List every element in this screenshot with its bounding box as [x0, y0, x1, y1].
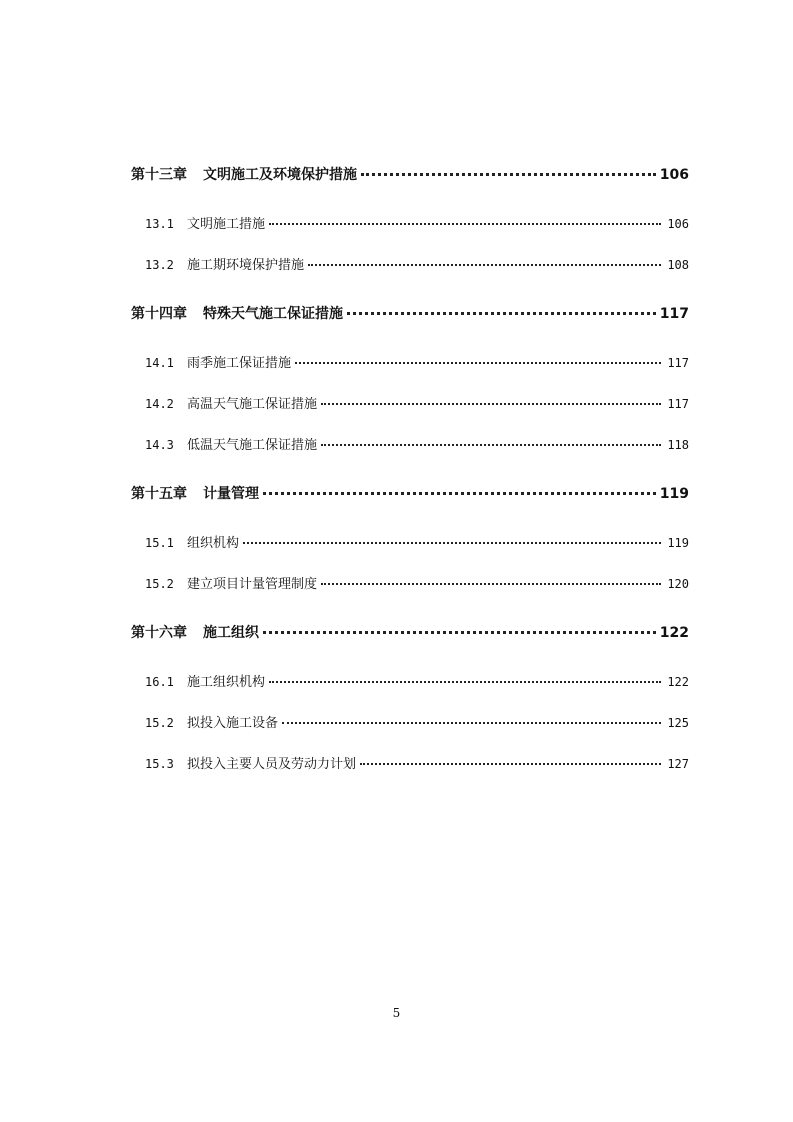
toc-section-13-1[interactable]	[131, 213, 689, 232]
toc-section-15-2-equipment[interactable]	[131, 712, 689, 731]
toc-entry-number: 第十五章	[131, 486, 187, 502]
toc-entry-title: 拟投入主要人员及劳动力计划	[187, 757, 357, 772]
toc-dot-leader	[243, 542, 661, 544]
toc-entry-page: 122	[659, 625, 689, 641]
toc-entry-title: 拟投入施工设备	[187, 716, 279, 731]
toc-entry-title: 计量管理	[203, 486, 259, 502]
toc-entry-number: 13.1	[145, 217, 174, 231]
page-number: 5	[392, 1006, 401, 1020]
toc-dot-leader	[282, 722, 661, 724]
toc-entry-number: 第十四章	[131, 306, 187, 322]
toc-entry-page: 127	[667, 757, 689, 771]
toc-entry-page: 122	[667, 675, 689, 689]
toc-section-15-3[interactable]	[131, 753, 689, 772]
toc-chapter-16[interactable]	[131, 622, 689, 642]
toc-section-15-2[interactable]	[131, 573, 689, 592]
toc-entry-page: 117	[667, 356, 689, 370]
toc-entry-page: 119	[659, 486, 689, 502]
toc-dot-leader	[360, 763, 661, 765]
toc-section-14-2[interactable]	[131, 393, 689, 412]
toc-entry-page: 117	[667, 397, 689, 411]
toc-entry-title: 施工组织机构	[187, 675, 266, 690]
toc-chapter-15[interactable]	[131, 483, 689, 503]
toc-entry-number: 13.2	[145, 258, 174, 272]
toc-entry-page: 117	[659, 306, 689, 322]
toc-entry-title: 施工期环境保护措施	[187, 258, 305, 273]
toc-entry-page: 120	[667, 577, 689, 591]
toc-entry-title: 特殊天气施工保证措施	[203, 306, 343, 322]
toc-chapter-14[interactable]	[131, 303, 689, 323]
toc-entry-title: 建立项目计量管理制度	[187, 577, 318, 592]
toc-entry-number: 第十六章	[131, 625, 187, 641]
toc-dot-leader	[347, 312, 656, 315]
toc-dot-leader	[361, 173, 656, 176]
toc-entry-title: 文明施工及环境保护措施	[203, 167, 357, 183]
toc-chapter-13[interactable]	[131, 164, 689, 184]
toc-dot-leader	[269, 223, 661, 225]
toc-section-14-3[interactable]	[131, 434, 689, 453]
toc-entry-number: 15.3	[145, 757, 174, 771]
toc-entry-number: 第十三章	[131, 167, 187, 183]
toc-entry-page: 106	[667, 217, 689, 231]
toc-section-15-1[interactable]	[131, 532, 689, 551]
toc-section-16-1[interactable]	[131, 671, 689, 690]
toc-entry-number: 15.2	[145, 577, 174, 591]
toc-entry-title: 雨季施工保证措施	[187, 356, 292, 371]
toc-dot-leader	[308, 264, 661, 266]
toc-entry-page: 125	[667, 716, 689, 730]
toc-entry-page: 119	[667, 536, 689, 550]
toc-entry-number: 14.3	[145, 438, 174, 452]
toc-dot-leader	[269, 681, 661, 683]
toc-dot-leader	[321, 444, 661, 446]
toc-entry-title: 高温天气施工保证措施	[187, 397, 318, 412]
toc-entry-title: 低温天气施工保证措施	[187, 438, 318, 453]
toc-entry-page: 106	[659, 167, 689, 183]
toc-entry-number: 15.1	[145, 536, 174, 550]
toc-entry-number: 14.2	[145, 397, 174, 411]
toc-section-13-2[interactable]	[131, 254, 689, 273]
toc-dot-leader	[321, 403, 661, 405]
toc-dot-leader	[321, 583, 661, 585]
toc-entry-title: 组织机构	[187, 536, 240, 551]
toc-dot-leader	[295, 362, 661, 364]
toc-entry-number: 14.1	[145, 356, 174, 370]
toc-dot-leader	[263, 631, 656, 634]
toc-entry-page: 108	[667, 258, 689, 272]
toc-entry-number: 15.2	[145, 716, 174, 730]
toc-entry-title: 文明施工措施	[187, 217, 266, 232]
toc-entry-page: 118	[667, 438, 689, 452]
toc-dot-leader	[263, 492, 656, 495]
toc-section-14-1[interactable]	[131, 352, 689, 371]
toc-entry-title: 施工组织	[203, 625, 259, 641]
toc-entry-number: 16.1	[145, 675, 174, 689]
